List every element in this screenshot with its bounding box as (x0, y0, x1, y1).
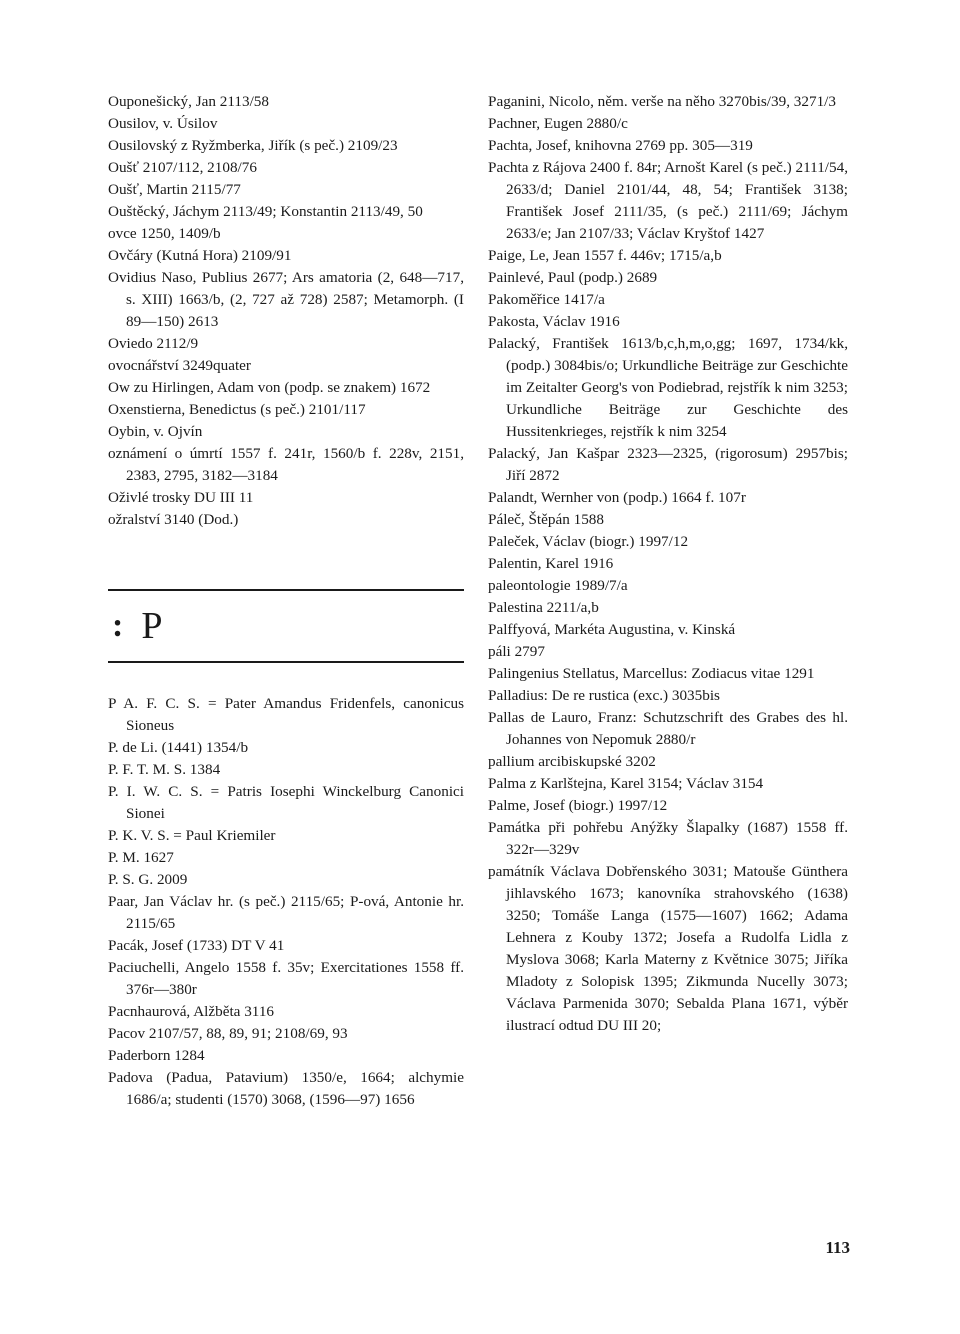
index-entry: Palladius: De re rustica (exc.) 3035bis (488, 687, 720, 704)
index-entry: P. M. 1627 (108, 849, 174, 866)
index-entry: Pachta z Rájova 2400 f. 84r; Arnošt Karel (s peč.) 2111/54, 2633/d; Daniel 2101/44, 48, 54; František 3138; František Josef 2111/35, (s peč.) 2111/69; Jáchym 2633/e; Jan 2107/33; Václav Kryštof 1427 (488, 159, 848, 242)
index-entry: pallium arcibiskupské 3202 (488, 753, 656, 770)
index-entry: Ouštěcký, Jáchym 2113/49; Konstantin 2113/49, 50 (108, 203, 423, 220)
index-entry: Ovčáry (Kutná Hora) 2109/91 (108, 247, 292, 264)
index-entry: Paleček, Václav (biogr.) 1997/12 (488, 533, 689, 550)
index-entry: Paige, Le, Jean 1557 f. 446v; 1715/a,b (488, 247, 722, 264)
section-letter-row (108, 591, 464, 661)
right-column (488, 91, 848, 1037)
index-entry: P. I. W. C. S. = Patris Iosephi Winckelburg Canonici Sionei (108, 783, 464, 822)
index-entry: Ovidius Naso, Publius 2677; Ars amatoria (2, 648—717, s. XIII) 1663/b, (2, 727 až 728) 2587; Metamorph. (I 89—150) 2613 (108, 269, 464, 330)
index-entry: Palingenius Stellatus, Marcellus: Zodiacus vitae 1291 (488, 665, 815, 682)
index-entry: Pallas de Lauro, Franz: Schutzschrift des Grabes des hl. Johannes von Nepomuk 2880/r (488, 709, 848, 748)
index-entry: P. de Li. (1441) 1354/b (108, 739, 249, 756)
index-entry: Palestina 2211/a,b (488, 599, 599, 616)
entry-list-p-left (108, 693, 464, 1111)
index-entry: Paar, Jan Václav hr. (s peč.) 2115/65; P-ová, Antonie hr. 2115/65 (108, 893, 464, 932)
index-entry: P. K. V. S. = Paul Kriemiler (108, 827, 276, 844)
index-entry: Ow zu Hirlingen, Adam von (podp. se znakem) 1672 (108, 379, 431, 396)
index-entry: paleontologie 1989/7/a (488, 577, 628, 594)
index-entry: Paciuchelli, Angelo 1558 f. 35v; Exercitationes 1558 ff. 376r—380r (108, 959, 464, 998)
index-entry: Páleč, Štěpán 1588 (488, 511, 604, 528)
index-entry: Oušť 2107/112, 2108/76 (108, 159, 257, 176)
index-entry: Paganini, Nicolo, něm. verše na něho 3270bis/39, 3271/3 (488, 93, 836, 110)
index-entry: Oživlé trosky DU III 11 (108, 489, 254, 506)
page-number: 113 (825, 1238, 850, 1257)
index-entry: Palffyová, Markéta Augustina, v. Kinská (488, 621, 736, 638)
index-entry: Pacnhaurová, Alžběta 3116 (108, 1003, 275, 1020)
index-entry: P. S. G. 2009 (108, 871, 188, 888)
index-entry: Oxenstierna, Benedictus (s peč.) 2101/117 (108, 401, 366, 418)
index-entry: památník Václava Dobřenského 3031; Matouše Günthera jihlavského 1673; kanovníka strahovského (1638) 3250; Tomáše Langa (1575—1607) 1662; Adama Lehnera z Kouby 1372; Josefa a Rudolfa Lidla z Myslova 3068; Karla Materny z Květnice 3075; Jiříka Mladoty z Solopisk 1395; Zikmunda Nucelly 3073; Václava Parmenida 3070; Sebalda Plana 1671, výběr ilustrací odtud DU III 20; (488, 863, 848, 1034)
index-entry: Ouponešický, Jan 2113/58 (108, 93, 269, 110)
index-entry: Pakoměřice 1417/a (488, 291, 605, 308)
left-column (108, 91, 464, 1111)
index-entry: Pacov 2107/57, 88, 89, 91; 2108/69, 93 (108, 1025, 348, 1042)
index-entry: Oybin, v. Ojvín (108, 423, 203, 440)
index-entry: Pacák, Josef (1733) DT V 41 (108, 937, 285, 954)
index-entry: Palma z Karlštejna, Karel 3154; Václav 3154 (488, 775, 764, 792)
index-entry: ovocnářství 3249quater (108, 357, 251, 374)
section-letter: P (141, 605, 163, 647)
section-colon: : (112, 607, 124, 644)
index-entry: ožralství 3140 (Dod.) (108, 511, 239, 528)
index-entry: Pachta, Josef, knihovna 2769 pp. 305—319 (488, 137, 753, 154)
index-entry: Paderborn 1284 (108, 1047, 205, 1064)
index-entry: Painlevé, Paul (podp.) 2689 (488, 269, 658, 286)
index-entry: Palentin, Karel 1916 (488, 555, 614, 572)
index-entry: Pakosta, Václav 1916 (488, 313, 620, 330)
index-entry: Pachner, Eugen 2880/c (488, 115, 628, 132)
entry-list-o (108, 91, 464, 531)
index-entry: P A. F. C. S. = Pater Amandus Fridenfels, canonicus Sioneus (108, 695, 464, 734)
section-heading-p (108, 589, 464, 663)
index-entry: Oviedo 2112/9 (108, 335, 199, 352)
index-entry: Palme, Josef (biogr.) 1997/12 (488, 797, 668, 814)
index-entry: Palandt, Wernher von (podp.) 1664 f. 107r (488, 489, 746, 506)
index-entry: Ousilov, v. Úsilov (108, 115, 218, 132)
index-entry: Padova (Padua, Patavium) 1350/e, 1664; alchymie 1686/a; studenti (1570) 3068, (1596—97) 1656 (108, 1069, 464, 1108)
section-bottom-rule (108, 661, 464, 663)
index-entry: Palacký, František 1613/b,c,h,m,o,gg; 1697, 1734/kk, (podp.) 3084bis/o; Urkundliche Beiträge zur Geschichte im Zeitalter Georg's von Podiebrad, rejstřík k nim 3253; Urkundliche Beiträge zur Geschichte des Hussitenkrieges, rejstřík k nim 3254 (488, 335, 848, 440)
index-entry: P. F. T. M. S. 1384 (108, 761, 221, 778)
index-entry: Oušť, Martin 2115/77 (108, 181, 241, 198)
index-entry: Ousilovský z Ryžmberka, Jiřík (s peč.) 2109/23 (108, 137, 398, 154)
index-entry: ovce 1250, 1409/b (108, 225, 221, 242)
index-entry: oznámení o úmrtí 1557 f. 241r, 1560/b f. 228v, 2151, 2383, 2795, 3182—3184 (108, 445, 464, 484)
index-entry: páli 2797 (488, 643, 545, 660)
index-entry: Palacký, Jan Kašpar 2323—2325, (rigorosum) 2957bis; Jiří 2872 (488, 445, 848, 484)
index-entry: Památka při pohřebu Anýžky Šlapalky (1687) 1558 ff. 322r—329v (488, 819, 848, 858)
